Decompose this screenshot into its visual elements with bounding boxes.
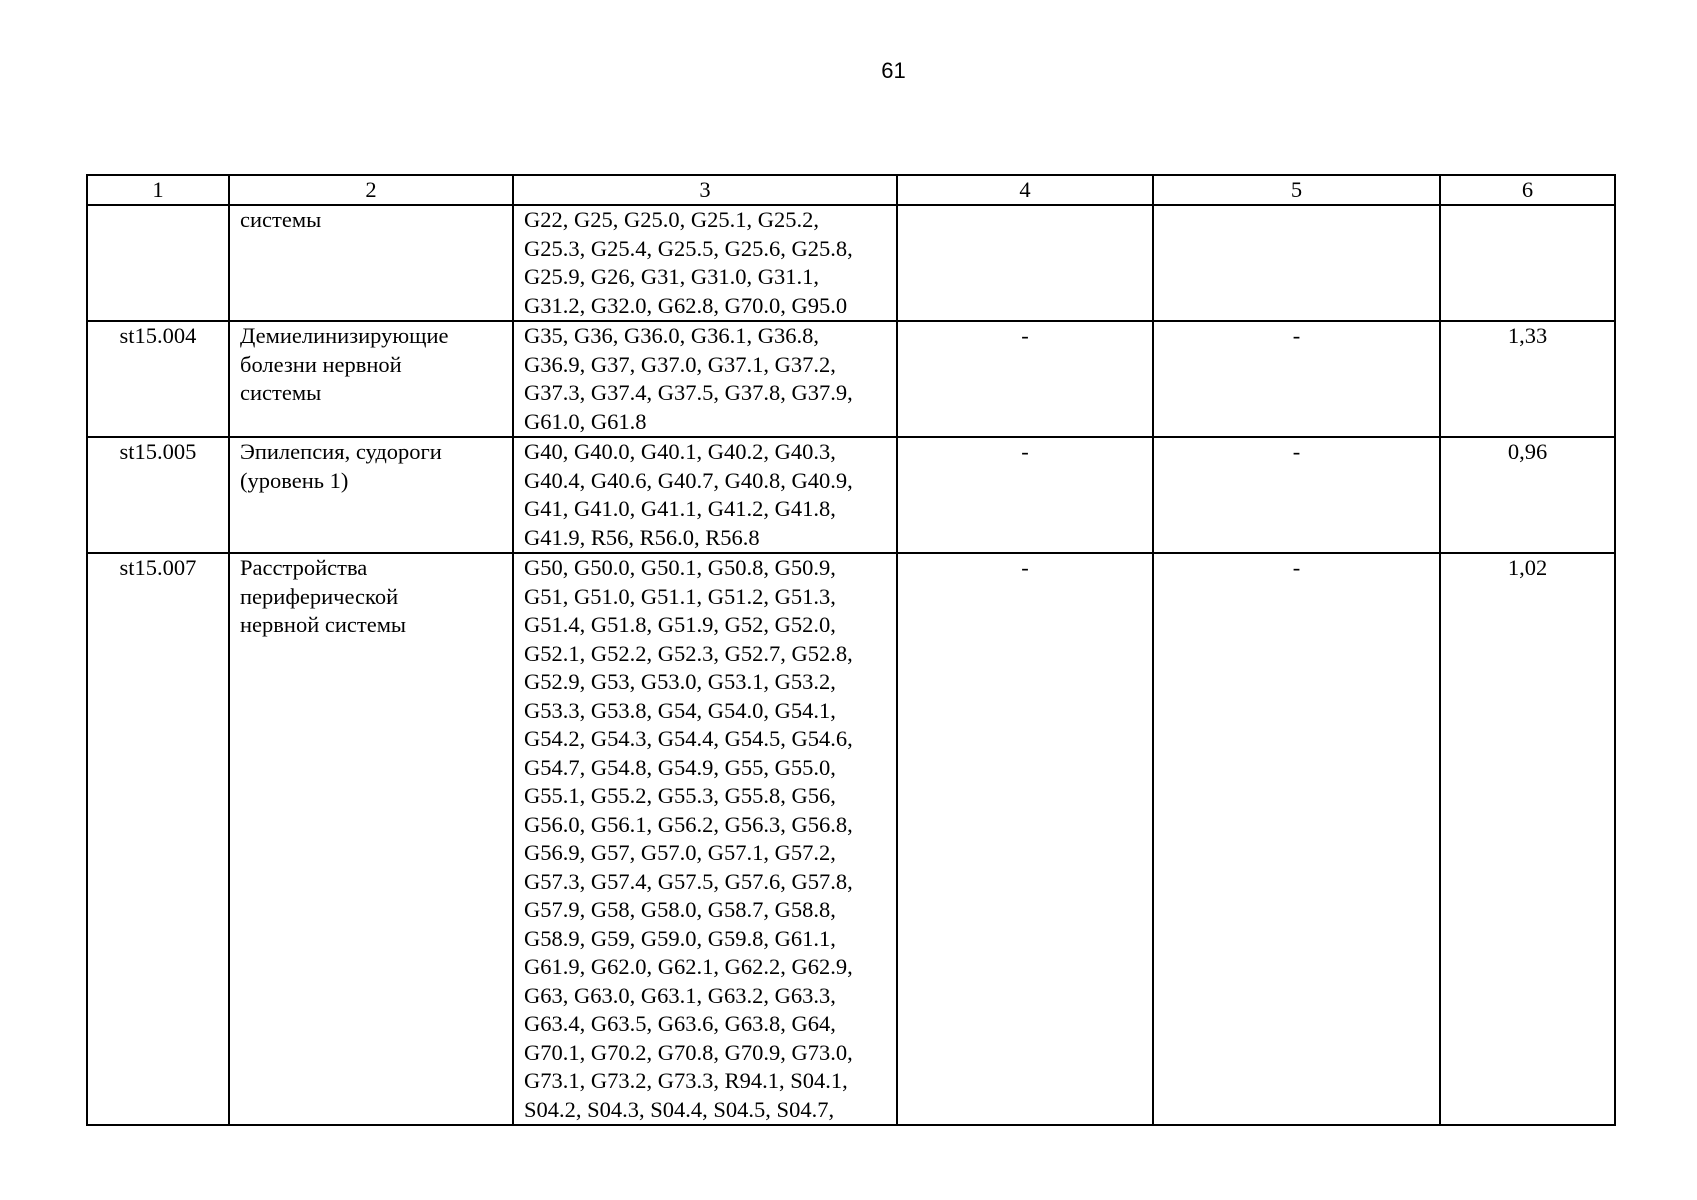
- tariff-table: [86, 174, 1616, 1126]
- column-4-cell: -: [897, 553, 1153, 1125]
- icd-codes-line: G51.4, G51.8, G51.9, G52, G52.0,: [524, 612, 836, 637]
- ksg-name-cell: [229, 553, 513, 1125]
- ksg-name-line: болезни нервной: [240, 351, 402, 377]
- column-4-cell: -: [897, 437, 1153, 553]
- header-cell-6: 6: [1440, 175, 1615, 205]
- ksg-code-cell: st15.004: [87, 321, 229, 437]
- icd-codes-line: G37.3, G37.4, G37.5, G37.8, G37.9,: [524, 380, 853, 405]
- icd-codes-cell: [513, 321, 897, 437]
- ksg-name-line: системы: [240, 207, 322, 232]
- icd-codes-line: G55.1, G55.2, G55.3, G55.8, G56,: [524, 783, 836, 808]
- icd-codes-line: G56.9, G57, G57.0, G57.1, G57.2,: [524, 840, 836, 865]
- icd-codes-line: G36.9, G37, G37.0, G37.1, G37.2,: [524, 351, 836, 377]
- icd-codes-line: G70.1, G70.2, G70.8, G70.9, G73.0,: [524, 1039, 853, 1065]
- ksg-name-line: системы: [240, 380, 322, 405]
- table-row: [87, 205, 1615, 321]
- icd-codes-line: G63.4, G63.5, G63.6, G63.8, G64,: [524, 1011, 836, 1036]
- icd-codes-line: G25.9, G26, G31, G31.0, G31.1,: [524, 264, 819, 289]
- icd-codes-line: G57.9, G58, G58.0, G58.7, G58.8,: [524, 897, 836, 922]
- icd-codes-line: G61.0, G61.8: [524, 408, 647, 434]
- column-5-cell: -: [1153, 321, 1440, 437]
- column-4-cell: [897, 205, 1153, 321]
- icd-codes-line: G57.3, G57.4, G57.5, G57.6, G57.8,: [524, 868, 853, 894]
- ksg-code-cell: st15.007: [87, 553, 229, 1125]
- icd-codes-line: G54.7, G54.8, G54.9, G55, G55.0,: [524, 754, 836, 780]
- ksg-name-line: периферической: [240, 583, 399, 609]
- table-row: [87, 437, 1615, 553]
- ksg-name-line: Демиелинизирующие: [240, 323, 449, 348]
- icd-codes-line: G52.1, G52.2, G52.3, G52.7, G52.8,: [524, 640, 853, 666]
- icd-codes-cell: [513, 437, 897, 553]
- coefficient-cell: 0,96: [1440, 437, 1615, 553]
- icd-codes-cell: [513, 553, 897, 1125]
- header-cell-4: 4: [897, 175, 1153, 205]
- icd-codes-line: G25.3, G25.4, G25.5, G25.6, G25.8,: [524, 235, 853, 261]
- coefficient-cell: [1440, 205, 1615, 321]
- coefficient-cell: 1,02: [1440, 553, 1615, 1125]
- ksg-name-cell: [229, 205, 513, 321]
- column-5-cell: -: [1153, 437, 1440, 553]
- icd-codes-line: G50, G50.0, G50.1, G50.8, G50.9,: [524, 555, 836, 580]
- icd-codes-line: G61.9, G62.0, G62.1, G62.2, G62.9,: [524, 954, 853, 979]
- table-row: [87, 553, 1615, 1125]
- column-5-cell: -: [1153, 553, 1440, 1125]
- ksg-name-line: Расстройства: [240, 555, 368, 580]
- icd-codes-line: G56.0, G56.1, G56.2, G56.3, G56.8,: [524, 811, 853, 837]
- ksg-code-cell: [87, 205, 229, 321]
- icd-codes-line: G58.9, G59, G59.0, G59.8, G61.1,: [524, 925, 836, 951]
- header-cell-5: 5: [1153, 175, 1440, 205]
- icd-codes-line: G53.3, G53.8, G54, G54.0, G54.1,: [524, 697, 836, 723]
- icd-codes-cell: [513, 205, 897, 321]
- icd-codes-line: G54.2, G54.3, G54.4, G54.5, G54.6,: [524, 726, 853, 751]
- icd-codes-line: G22, G25, G25.0, G25.1, G25.2,: [524, 207, 819, 232]
- icd-codes-line: G40, G40.0, G40.1, G40.2, G40.3,: [524, 439, 836, 464]
- table-row: [87, 321, 1615, 437]
- icd-codes-line: G31.2, G32.0, G62.8, G70.0, G95.0: [524, 292, 848, 318]
- ksg-name-cell: [229, 437, 513, 553]
- ksg-name-line: (уровень 1): [240, 467, 349, 493]
- header-cell-3: 3: [513, 175, 897, 205]
- table-header-row: [87, 175, 1615, 205]
- ksg-name-line: Эпилепсия, судороги: [240, 439, 442, 464]
- icd-codes-line: G35, G36, G36.0, G36.1, G36.8,: [524, 323, 819, 348]
- header-cell-1: 1: [87, 175, 229, 205]
- icd-codes-line: G51, G51.0, G51.1, G51.2, G51.3,: [524, 583, 836, 609]
- icd-codes-line: S04.2, S04.3, S04.4, S04.5, S04.7,: [524, 1096, 835, 1122]
- coefficient-cell: 1,33: [1440, 321, 1615, 437]
- page-number: 61: [881, 58, 906, 83]
- header-cell-2: 2: [229, 175, 513, 205]
- icd-codes-line: G41, G41.0, G41.1, G41.2, G41.8,: [524, 496, 836, 521]
- icd-codes-line: G63, G63.0, G63.1, G63.2, G63.3,: [524, 982, 836, 1008]
- icd-codes-line: G41.9, R56, R56.0, R56.8: [524, 524, 760, 550]
- icd-codes-line: G52.9, G53, G53.0, G53.1, G53.2,: [524, 669, 836, 694]
- ksg-name-line: нервной системы: [240, 612, 407, 637]
- ksg-name-cell: [229, 321, 513, 437]
- icd-codes-line: G73.1, G73.2, G73.3, R94.1, S04.1,: [524, 1068, 848, 1093]
- ksg-code-cell: st15.005: [87, 437, 229, 553]
- column-5-cell: [1153, 205, 1440, 321]
- icd-codes-line: G40.4, G40.6, G40.7, G40.8, G40.9,: [524, 467, 853, 493]
- column-4-cell: -: [897, 321, 1153, 437]
